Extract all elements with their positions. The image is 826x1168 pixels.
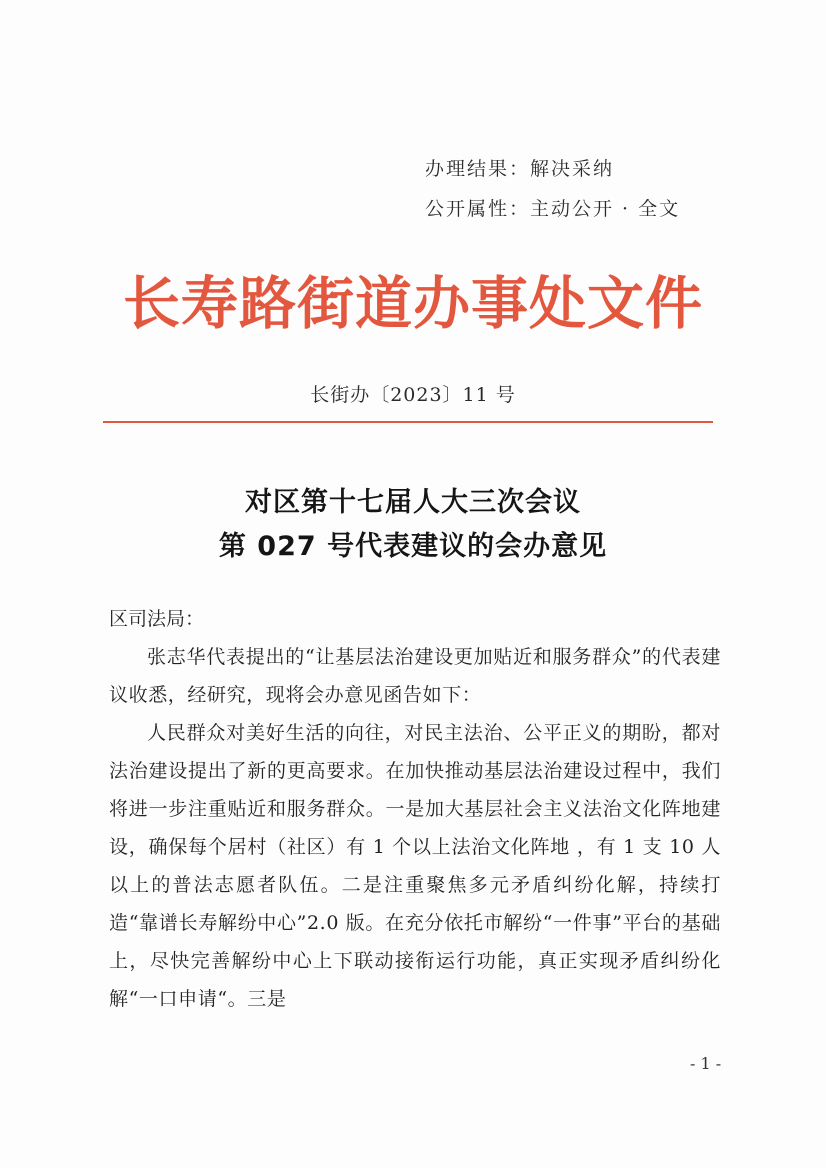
document-title-line-2: 第 027 号代表建议的会办意见: [218, 531, 608, 562]
body-paragraph-1: 张志华代表提出的“让基层法治建设更加贴近和服务群众”的代表建议收悉，经研究，现将会办意见函告如下：: [109, 646, 721, 706]
handling-result: 办理结果：解决采纳: [425, 158, 615, 180]
letterhead-title: 长寿路街道办事处文件: [123, 271, 703, 337]
salutation: 区司法局：: [109, 608, 205, 630]
document-body: [109, 600, 721, 1018]
document-number: 长街办〔2023〕11 号: [310, 384, 516, 406]
page-number: - 1 -: [690, 1054, 722, 1073]
letterhead-divider: [103, 421, 713, 423]
disclosure-attribute: 公开属性：主动公开 · 全文: [425, 198, 681, 220]
body-paragraph-2: 人民群众对美好生活的向往，对民主法治、公平正义的期盼，都对法治建设提出了新的更高要求。在加快推动基层法治建设过程中，我们将进一步注重贴近和服务群众。一是加大基层社会主义法治文化阵地建设，确保每个居村（社区）有 1 个以上法治文化阵地 ，有 1 支 10 人以上的普法志愿者队伍。二是注重聚焦多元矛盾纠纷化解，持续打造“靠谱长寿解纷中心”2.0 版。在充分依托市解纷“一件事”平台的基础上，尽快完善解纷中心上下联动接衔运行功能，真正实现矛盾纠纷化解“一口申请“。三是: [109, 722, 721, 1010]
document-title-line-1: 对区第十七届人大三次会议: [245, 487, 581, 518]
